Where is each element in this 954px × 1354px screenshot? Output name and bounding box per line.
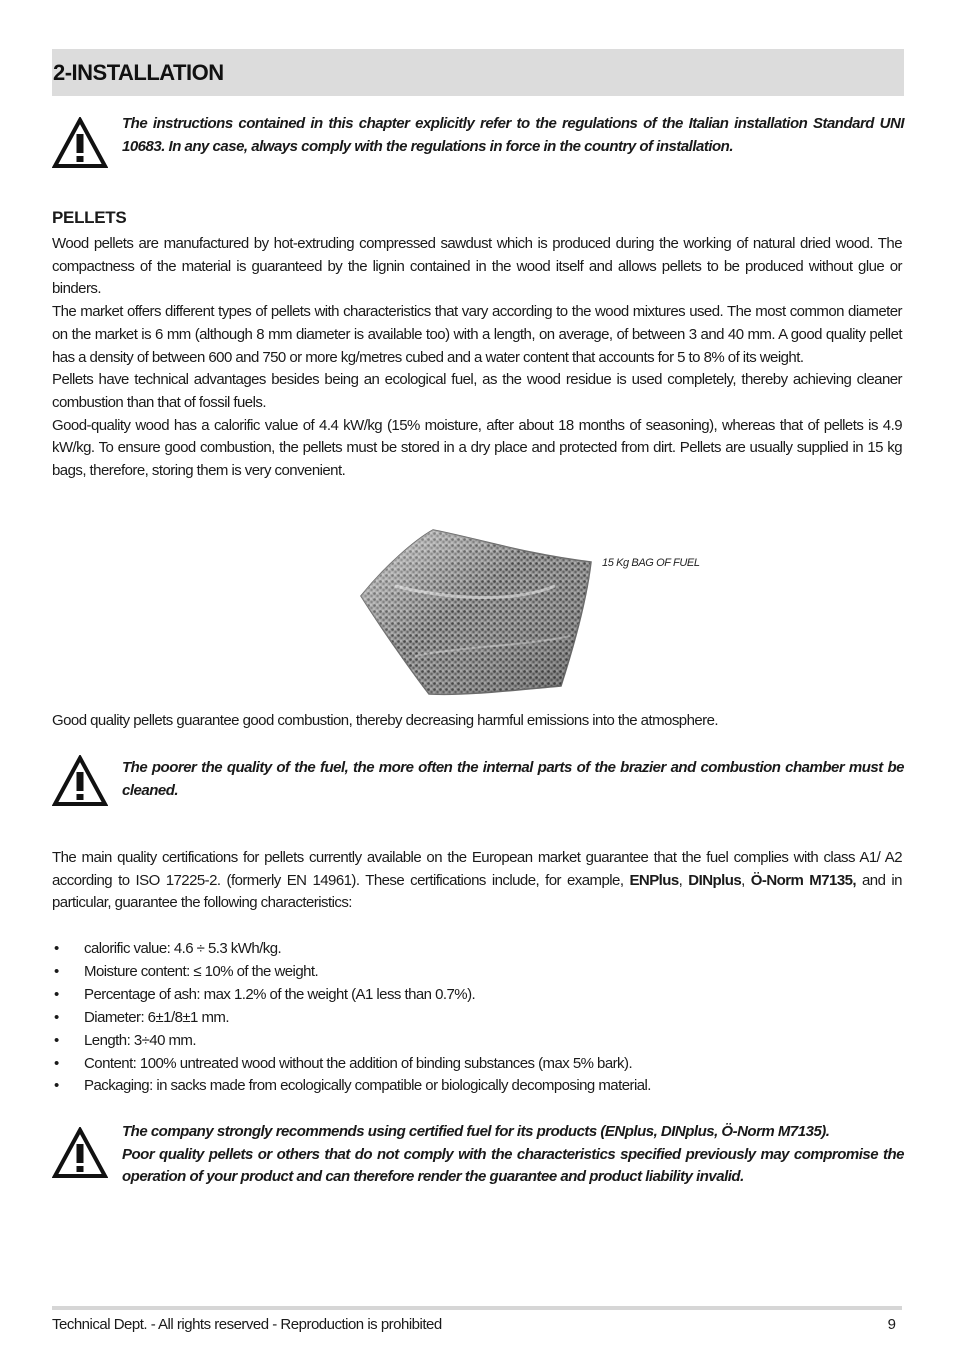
warning-block-2 (52, 757, 904, 807)
bullet: • (54, 1054, 59, 1072)
figure-caption: 15 Kg BAG OF FUEL (602, 557, 700, 569)
footer-divider (52, 1306, 902, 1310)
warning-text-2: The poorer the quality of the fuel, the more often the internal parts of the brazier and combustion chamber must be cleaned. (122, 759, 904, 799)
bullet: • (54, 1031, 59, 1049)
pellets-heading: PELLETS (52, 208, 127, 227)
bullet: • (54, 985, 59, 1003)
bullet: • (54, 1008, 59, 1026)
section-title: 2-INSTALLATION (53, 60, 224, 85)
warning-text-3-line-2: Poor quality pellets or others that do not comply with the characteristics specified previously may compromise the operation of your product and can therefore render the guarantee and product liability invalid. (122, 1145, 904, 1185)
list-item: • Content: 100% untreated wood without the addition of binding substances (max 5% bark). (52, 1053, 902, 1076)
pellets-paragraph-1: Wood pellets are manufactured by hot-extruding compressed sawdust which is produced during the working of natural dried wood. The compactness of the material is guaranteed by the lignin contained in the wood itself and allows pellets to be produced without glue or binders. (52, 235, 902, 298)
cert-separator: , (678, 871, 689, 889)
pellets-paragraph-4: Good-quality wood has a calorific value of 4.4 kW/kg (15% moisture, after about 18 months of seasoning), whereas that of pellets is 4.9 kW/kg. To ensure good combustion, the pellets must be stored in a dry place and protected from dirt. Pellets are usually supplied in 15 kg bags, therefore, storing them is very convenient. (52, 416, 902, 480)
bullet: • (54, 962, 59, 980)
page-number: 9 (887, 1316, 896, 1333)
cert-dinplus: DINplus (688, 871, 742, 889)
bullet: • (54, 940, 59, 957)
warning-triangle-icon (52, 117, 108, 169)
warning-triangle-icon (52, 755, 108, 807)
pellets-paragraph-3: Pellets have technical advantages besides being an ecological fuel, as the wood residue is used completely, thereby achieving cleaner combustion than that of fossil fuels. (52, 371, 902, 411)
certification-intro: The main quality certifications for pellets currently available on the European market guarantee that the fuel complies with class A1/ A2 according to ISO 17225-2. (formerly EN 14961). These certifications include, for example, (52, 849, 902, 889)
certification-outro: and in particular, guarantee the following characteristics: (52, 871, 902, 912)
list-item: • calorific value: 4.6 ÷ 5.3 kWh/kg. (52, 938, 902, 961)
warning-text-1: The instructions contained in this chapter explicitly refer to the regulations of the Italian installation Standard UNI 10683. In any case, always comply with the regulations in force in the country of installation. (122, 115, 904, 155)
cert-separator: , (741, 871, 751, 889)
warning-triangle-icon (52, 1127, 108, 1179)
characteristics-list (52, 938, 902, 1098)
pellets-paragraph-2: The market offers different types of pellets with characteristics that vary according to the wood mixtures used. The most common diameter on the market is 6 mm (although 8 mm diameter is available too) with a length, on average, of between 3 and 40 mm. A good quality pellet has a density of between 600 and 750 or more kg/metres cubed and a water content that accounts for 5 to 8% of its weight. (52, 303, 902, 366)
certification-paragraph (52, 847, 902, 915)
list-item: • Packaging: in sacks made from ecologically compatible or biologically decomposing material. (52, 1075, 902, 1098)
section-header-bar (52, 49, 904, 96)
good-quality-text: Good quality pellets guarantee good combustion, thereby decreasing harmful emissions into the atmosphere. (52, 712, 719, 729)
pellet-bag-image (355, 526, 593, 698)
list-item: • Percentage of ash: max 1.2% of the weight (A1 less than 0.7%). (52, 984, 902, 1007)
bullet: • (54, 1077, 59, 1095)
warning-block-3 (52, 1121, 904, 1191)
warning-text-3-line-1: The company strongly recommends using certified fuel for its products (ENplus, DINplus, Ö-Norm M7135). (122, 1123, 830, 1140)
list-item: • Moisture content: ≤ 10% of the weight. (52, 961, 902, 984)
warning-text-3 (122, 1121, 904, 1189)
cert-onorm: Ö-Norm M7135, (750, 871, 857, 889)
warning-block-1 (52, 113, 904, 173)
footer-copyright: Technical Dept. - All rights reserved - Reproduction is prohibited (52, 1316, 442, 1333)
list-item: • Diameter: 6±1/8±1 mm. (52, 1007, 902, 1030)
list-item: • Length: 3÷40 mm. (52, 1030, 902, 1053)
cert-enplus: ENPlus (629, 871, 679, 889)
pellets-description (52, 233, 902, 483)
